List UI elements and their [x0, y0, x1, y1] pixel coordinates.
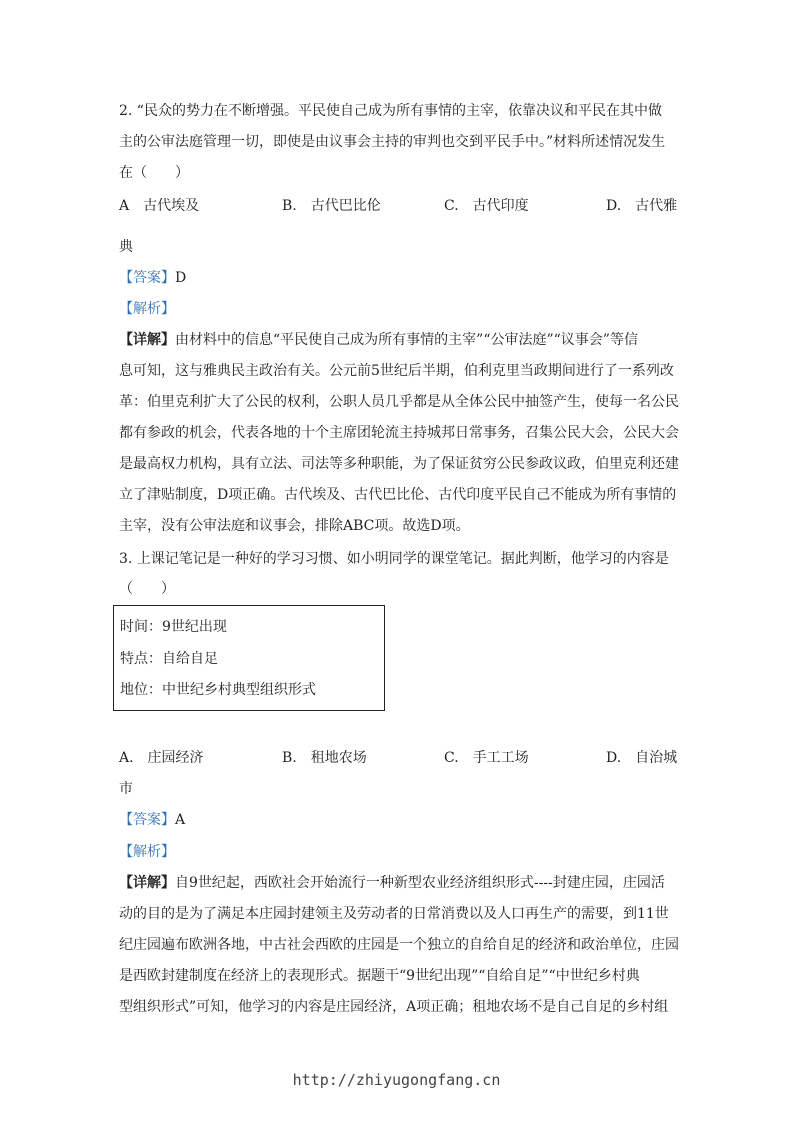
q3-option-a: A. 庄园经济 [119, 750, 204, 766]
q3-notes-feature: 特点：自给自足 [120, 651, 218, 667]
q3-option-d: D. 自治城 [606, 750, 678, 766]
q3-notes-box [113, 605, 385, 711]
q3-detail-line-3: 纪庄园遍布欧洲各地，中古社会西欧的庄园是一个独立的自给自足的经济和政治单位，庄园 [119, 937, 679, 953]
q2-stem-line-3: 在（ ） [119, 165, 189, 181]
q3-detail-line-4: 是西欧封建制度在经济上的表现形式。据题干“9世纪出现”“自给自足”“中世纪乡村典 [119, 968, 640, 984]
q3-detail-text-1: 自9世纪起，西欧社会开始流行一种新型农业经济组织形式----封建庄园，庄园活 [175, 875, 665, 891]
q3-answer-label: 【答案】 [119, 812, 175, 828]
q3-answer [119, 810, 185, 830]
q2-stem-line-2: 主的公审法庭管理一切，即使是由议事会主持的审判也交到平民手中。”材料所述情况发生 [119, 134, 666, 150]
q2-detail-line-3: 革：伯里克利扩大了公民的权利，公职人员几乎都是从全体公民中抽签产生，使每一名公民 [119, 394, 679, 410]
q3-detail-line-5: 型组织形式”可知，他学习的内容是庄园经济，A项正确；租地农场不是自己自足的乡村组 [119, 999, 669, 1015]
q2-answer-label: 【答案】 [119, 270, 175, 286]
q2-detail-text-1: 由材料中的信息“平民使自己成为所有事情的主宰”“公审法庭”“议事会”等信 [175, 332, 638, 348]
q2-detail-line-5: 是最高权力机构，具有立法、司法等多种职能，为了保证贫穷公民参政议政，伯里克利还建 [119, 456, 679, 472]
q2-answer-value: D [175, 270, 187, 286]
q3-stem-line-2: （ ） [119, 581, 175, 597]
q3-notes-status: 地位：中世纪乡村典型组织形式 [120, 682, 316, 698]
q2-option-d-wrap: 典 [119, 239, 133, 255]
q2-detail-label: 【详解】 [119, 332, 175, 348]
q3-option-c: C. 手工工场 [444, 750, 529, 766]
q2-option-d: D. 古代雅 [606, 198, 678, 214]
q3-detail-line-1 [119, 873, 665, 893]
q2-answer [119, 268, 186, 288]
q3-notes-time: 时间：9世纪出现 [120, 619, 227, 635]
q2-stem-line-1: 2. “民众的势力在不断增强。平民使自己成为所有事情的主宰，依靠决议和平民在其中做 [119, 103, 662, 119]
footer-url: http://zhiyugongfang.cn [292, 1071, 501, 1089]
q3-detail-label: 【详解】 [119, 875, 175, 891]
q2-detail-line-1 [119, 330, 638, 350]
q3-stem-line-1: 3. 上课记笔记是一种好的学习习惯、如小明同学的课堂笔记。据此判断，他学习的内容是 [119, 551, 669, 567]
q2-analysis-label: 【解析】 [119, 301, 175, 317]
q2-option-b: B. 古代巴比伦 [282, 198, 381, 214]
q2-option-c: C. 古代印度 [444, 198, 529, 214]
q3-option-d-wrap: 市 [119, 781, 133, 797]
q3-option-b: B. 租地农场 [282, 750, 367, 766]
q3-detail-line-2: 动的目的是为了满足本庄园封建领主及劳动者的日常消费以及人口再生产的需要，到11世 [119, 906, 669, 922]
q2-detail-line-6: 立了津贴制度，D项正确。古代埃及、古代巴比伦、古代印度平民自己不能成为所有事情的 [119, 487, 677, 503]
q2-detail-line-2: 息可知，这与雅典民主政治有关。公元前5世纪后半期，伯利克里当政期间进行了一系列改 [119, 363, 674, 379]
q3-analysis-label: 【解析】 [119, 844, 175, 860]
q2-option-a: A 古代埃及 [119, 198, 200, 214]
q3-answer-value: A [175, 812, 186, 828]
q2-detail-line-4: 都有参政的机会，代表各地的十个主席团轮流主持城邦日常事务，召集公民大会，公民大会 [119, 425, 679, 441]
q2-detail-line-7: 主宰，没有公审法庭和议事会，排除ABC项。故选D项。 [119, 518, 470, 534]
